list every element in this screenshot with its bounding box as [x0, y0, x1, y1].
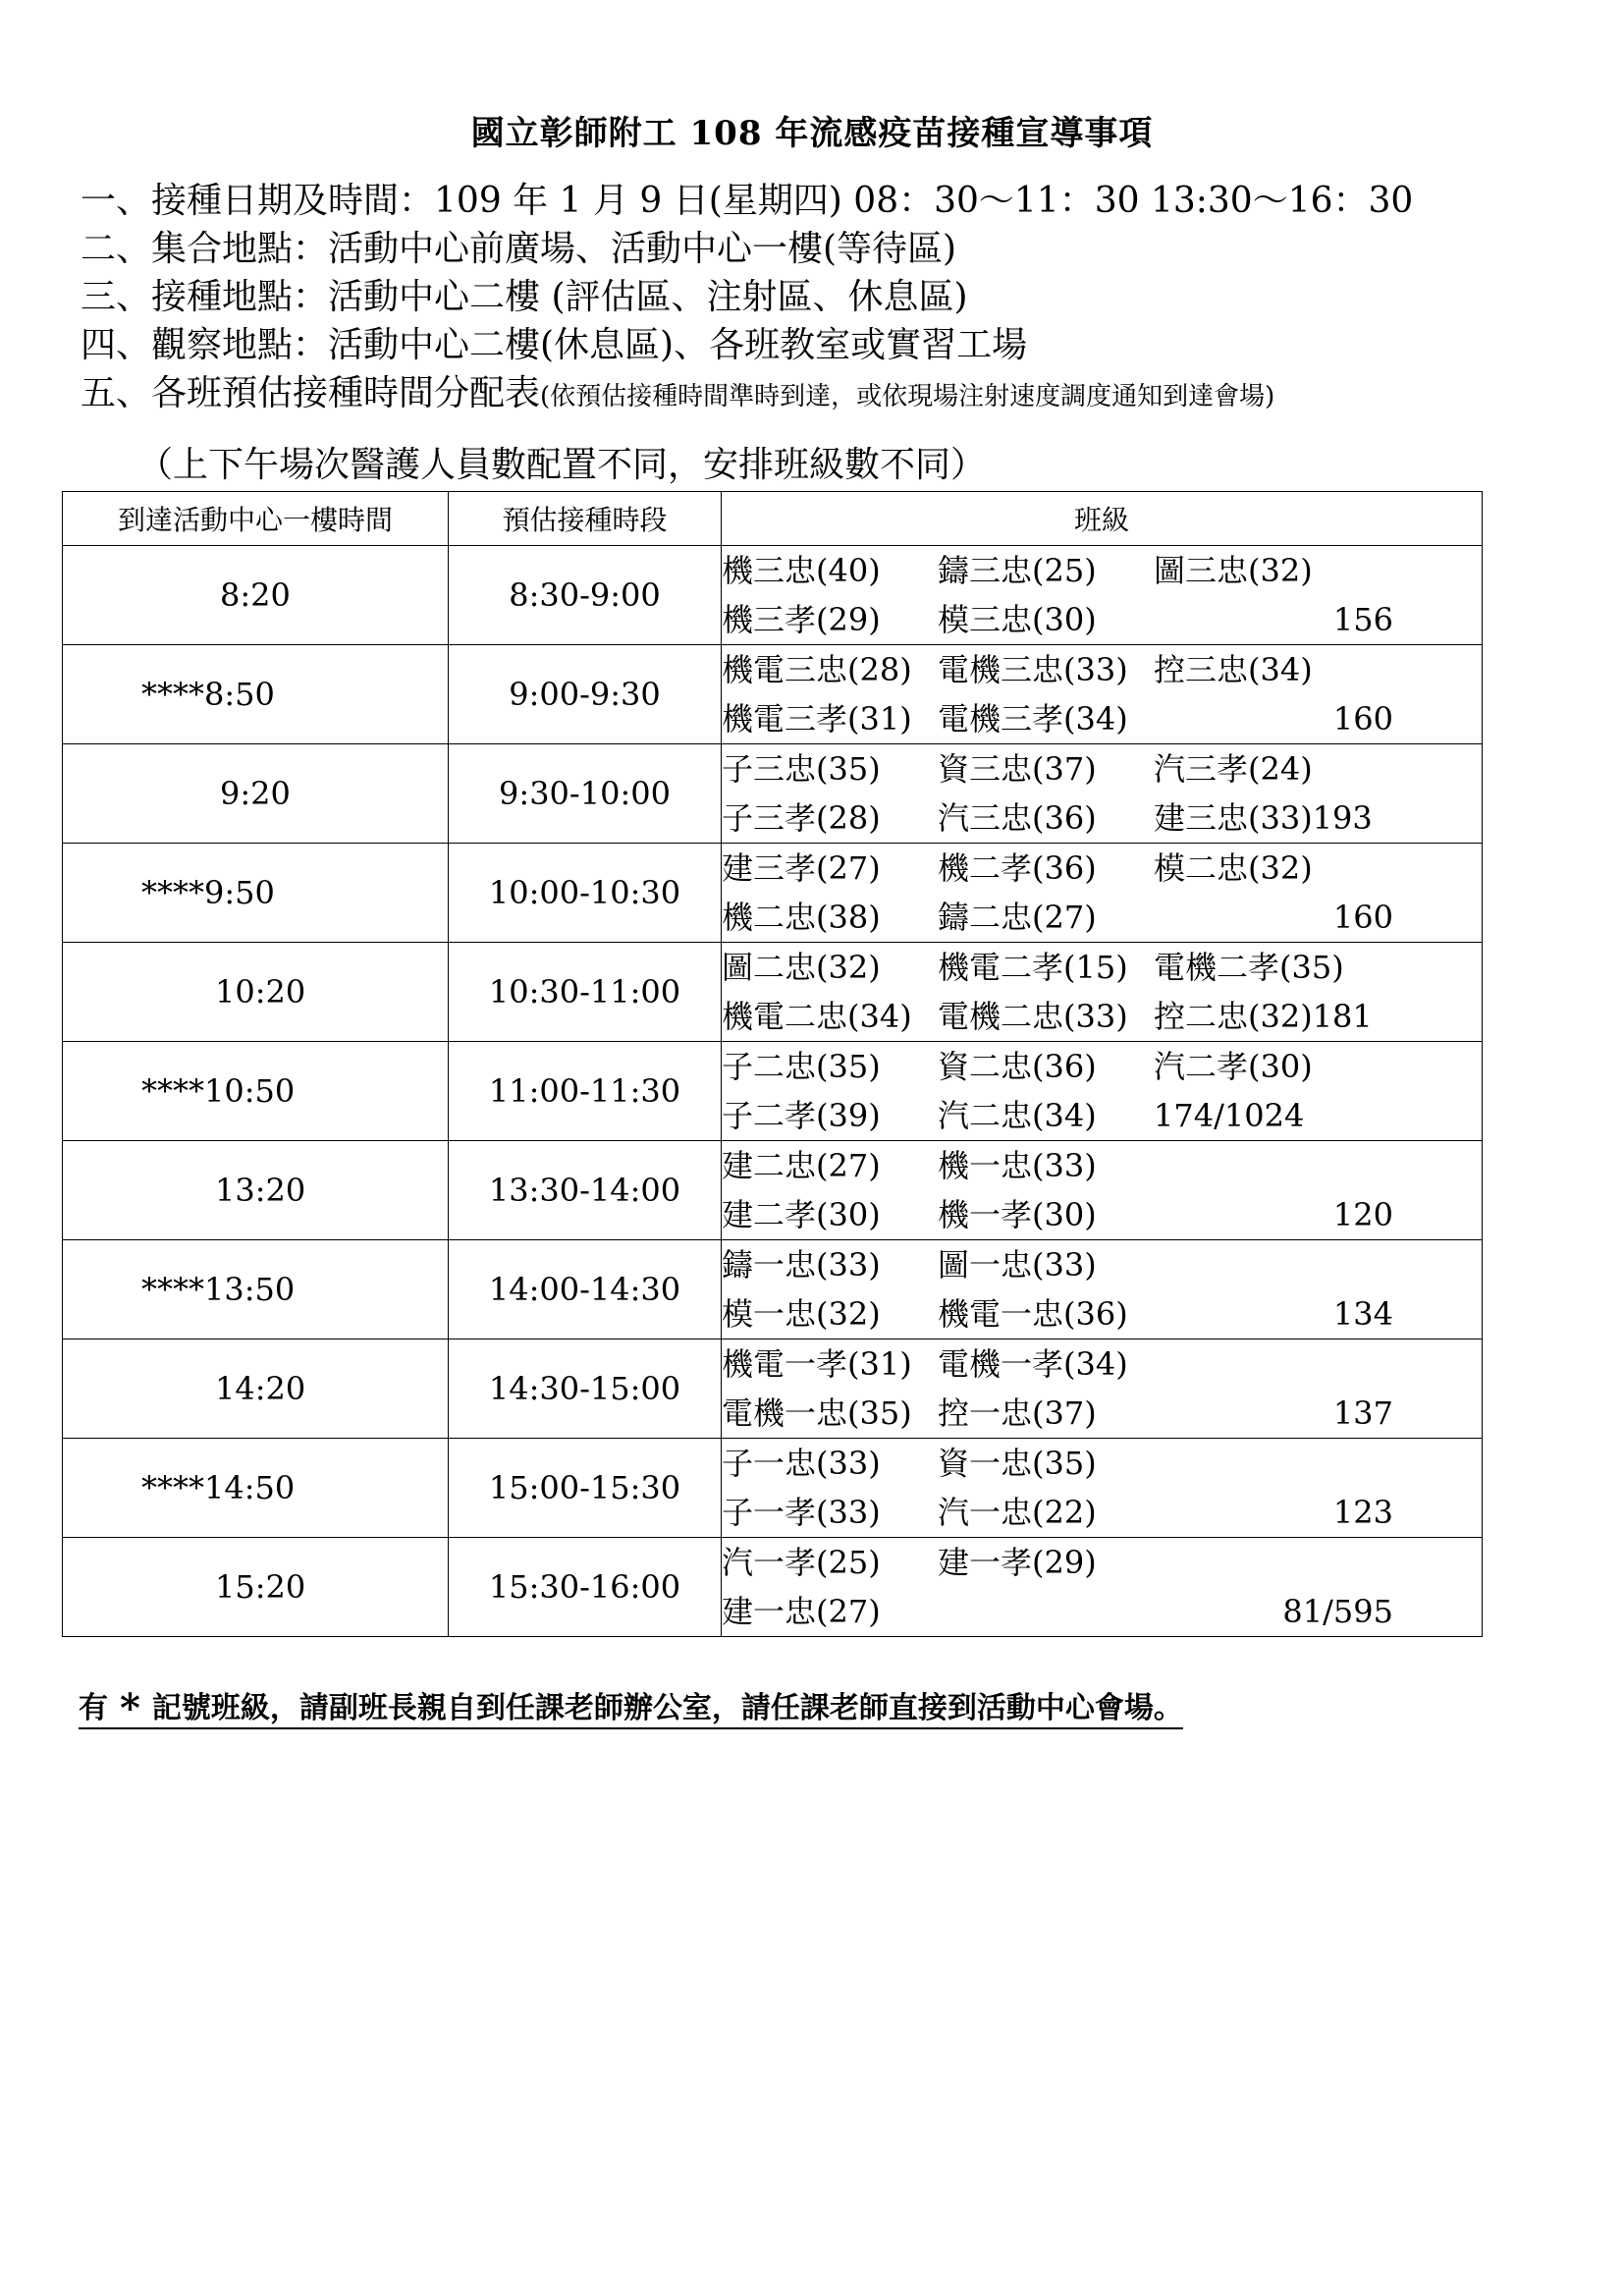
class-entry: 機三忠(40) [722, 552, 881, 589]
arrival-time-cell [63, 1439, 449, 1538]
arrival-time: ****8:50 [141, 676, 275, 713]
footer-note [79, 1681, 1183, 1731]
class-entry: 圖二忠(32) [722, 949, 881, 986]
header-vaccination-slot: 預估接種時段 [449, 492, 722, 546]
class-entry: 機電一孝(31) [722, 1345, 912, 1383]
class-list-line [722, 793, 1482, 843]
arrival-time: 15:20 [215, 1568, 306, 1606]
arrival-time-cell [63, 1339, 449, 1439]
arrival-time: ****14:50 [141, 1469, 296, 1506]
table-row [63, 1439, 1483, 1538]
arrival-time: 10:20 [215, 973, 306, 1011]
table-row [63, 1042, 1483, 1141]
class-entry: 鑄二忠(27) [938, 899, 1097, 936]
class-total: 156 [1332, 601, 1393, 638]
class-entry: 圖三忠(32) [1154, 552, 1313, 589]
class-list-line [722, 1091, 1482, 1140]
class-list-line [722, 1389, 1482, 1438]
class-entry: 電機三忠(33) [938, 651, 1128, 688]
class-entry: 圖一忠(33) [938, 1246, 1097, 1284]
class-list-line [722, 1339, 1482, 1389]
class-entry: 控二忠(32)181 [1154, 998, 1373, 1035]
notice-item-gather [81, 225, 1593, 273]
item-text: 109 年 1 月 9 日(星期四) 08：30～11：30 13:30～16：30 [434, 181, 1414, 221]
item-text: 活動中心二樓(休息區)、各班教室或實習工場 [328, 325, 1028, 365]
class-entry: 電機一孝(34) [938, 1345, 1128, 1383]
class-entry: 機一忠(33) [938, 1147, 1097, 1184]
class-list-line [722, 1289, 1482, 1339]
class-entry: 子三忠(35) [722, 750, 881, 788]
class-list-line [722, 694, 1482, 743]
vaccination-slot: 9:30-10:00 [449, 744, 722, 844]
arrival-time: ****13:50 [141, 1271, 296, 1308]
class-entry: 機二孝(36) [938, 849, 1097, 887]
class-list-line [722, 1240, 1482, 1289]
class-entry: 機電三忠(28) [722, 651, 912, 688]
class-entry: 機三孝(29) [722, 601, 881, 638]
schedule-body [63, 546, 1483, 1637]
class-entry: 電機二孝(35) [1154, 949, 1344, 986]
class-list-line [722, 844, 1482, 893]
class-list-cell [722, 943, 1483, 1042]
class-entry: 子一忠(33) [722, 1445, 881, 1482]
class-list-cell [722, 1240, 1483, 1339]
vaccination-slot: 15:00-15:30 [449, 1439, 722, 1538]
item-note: (依預估接種時間準時到達，或依現場注射速度調度通知到達會場) [540, 382, 1275, 411]
table-row [63, 1141, 1483, 1240]
class-entry: 機電二忠(34) [722, 998, 912, 1035]
class-total: 120 [1332, 1196, 1393, 1233]
class-list-line [722, 595, 1482, 644]
class-total: 81/595 [1282, 1593, 1393, 1630]
class-list-line [722, 893, 1482, 942]
class-list-line [722, 744, 1482, 793]
header-arrival-time: 到達活動中心一樓時間 [63, 492, 449, 546]
class-entry: 控一忠(37) [938, 1394, 1097, 1432]
class-entry: 電機二忠(33) [938, 998, 1128, 1035]
class-entry: 建二忠(27) [722, 1147, 881, 1184]
table-row [63, 844, 1483, 943]
arrival-time: 14:20 [215, 1370, 306, 1407]
class-list-cell [722, 1439, 1483, 1538]
class-entry: 汽二忠(34) [938, 1097, 1097, 1134]
notice-item-schedule [81, 369, 1593, 417]
class-entry: 汽三忠(36) [938, 799, 1097, 837]
arrival-time-cell [63, 744, 449, 844]
class-entry: 建三孝(27) [722, 849, 881, 887]
class-entry: 汽三孝(24) [1154, 750, 1313, 788]
table-row [63, 546, 1483, 645]
item-label: 五、各班預估接種時間分配表 [81, 373, 541, 413]
class-entry: 模一忠(32) [722, 1295, 881, 1333]
class-entry: 子二孝(39) [722, 1097, 881, 1134]
class-total: 160 [1332, 700, 1393, 738]
class-list-line [722, 645, 1482, 694]
arrival-time: ****10:50 [141, 1072, 296, 1110]
arrival-time-cell [63, 546, 449, 645]
header-classes: 班級 [722, 492, 1483, 546]
class-entry: 鑄一忠(33) [722, 1246, 881, 1284]
table-row [63, 943, 1483, 1042]
table-row [63, 1240, 1483, 1339]
notice-item-date [81, 177, 1593, 225]
class-entry: 子二忠(35) [722, 1048, 881, 1085]
class-entry: 資三忠(37) [938, 750, 1097, 788]
class-entry: 建二孝(30) [722, 1196, 881, 1233]
class-list-cell [722, 1538, 1483, 1637]
arrival-time: 9:20 [220, 775, 291, 812]
class-list-line [722, 1439, 1482, 1488]
arrival-time-cell [63, 1240, 449, 1339]
class-entry: 機電一忠(36) [938, 1295, 1128, 1333]
class-total: 134 [1332, 1295, 1393, 1333]
arrival-time-cell [63, 943, 449, 1042]
class-entry: 資一忠(35) [938, 1445, 1097, 1482]
class-entry: 電機三孝(34) [938, 700, 1128, 738]
class-list-line [722, 1587, 1482, 1636]
item-label: 二、集合地點： [81, 229, 329, 269]
class-list-line [722, 1488, 1482, 1537]
class-entry: 汽二孝(30) [1154, 1048, 1313, 1085]
document-title: 國立彰師附工 108 年流感疫苗接種宣導事項 [470, 114, 1154, 153]
schedule-subnote: （上下午場次醫護人員數配置不同，安排班級數不同） [137, 445, 987, 485]
table-row [63, 645, 1483, 744]
class-entry: 建一孝(29) [938, 1544, 1097, 1581]
class-entry: 子三孝(28) [722, 799, 881, 837]
notice-item-observe [81, 321, 1593, 369]
table-row [63, 744, 1483, 844]
item-label: 一、接種日期及時間： [81, 181, 435, 221]
arrival-time-cell [63, 1538, 449, 1637]
item-text: 活動中心前廣場、活動中心一樓(等待區) [328, 229, 957, 269]
schedule-table [62, 491, 1483, 1637]
class-entry: 模三忠(30) [938, 601, 1097, 638]
class-list-cell [722, 744, 1483, 844]
vaccination-slot: 9:00-9:30 [449, 645, 722, 744]
notice-items [81, 177, 1593, 417]
table-header-row [63, 492, 1483, 546]
vaccination-slot: 15:30-16:00 [449, 1538, 722, 1637]
item-label: 四、觀察地點： [81, 325, 329, 365]
footer-text: 記號班級，請副班長親自到任課老師辦公室，請任課老師直接到活動中心會場。 [151, 1691, 1183, 1725]
class-list-cell [722, 546, 1483, 645]
class-entry: 電機一忠(35) [722, 1394, 912, 1432]
class-list-line [722, 1141, 1482, 1190]
footer-prefix: 有 [79, 1691, 108, 1725]
class-entry: 控三忠(34) [1154, 651, 1313, 688]
class-list-cell [722, 1042, 1483, 1141]
footer-underlined [79, 1685, 1183, 1731]
item-label: 三、接種地點： [81, 277, 329, 317]
table-row [63, 1339, 1483, 1439]
class-list-line [722, 1042, 1482, 1091]
vaccination-slot: 10:00-10:30 [449, 844, 722, 943]
vaccination-slot: 11:00-11:30 [449, 1042, 722, 1141]
arrival-time-cell [63, 645, 449, 744]
arrival-time-cell [63, 1042, 449, 1141]
class-entry: 機電三孝(31) [722, 700, 912, 738]
class-list-cell [722, 1141, 1483, 1240]
class-entry: 機電二孝(15) [938, 949, 1128, 986]
arrival-time: 8:20 [220, 576, 291, 614]
class-total: 160 [1332, 899, 1393, 936]
class-entry: 建三忠(33)193 [1154, 799, 1373, 837]
table-row [63, 1538, 1483, 1637]
class-list-cell [722, 1339, 1483, 1439]
class-entry: 建一忠(27) [722, 1593, 881, 1630]
class-entry: 174/1024 [1154, 1097, 1305, 1134]
class-entry: 機二忠(38) [722, 899, 881, 936]
class-entry: 汽一孝(25) [722, 1544, 881, 1581]
class-entry: 機一孝(30) [938, 1196, 1097, 1233]
vaccination-slot: 14:30-15:00 [449, 1339, 722, 1439]
notice-item-vaccinate [81, 273, 1593, 321]
vaccination-slot: 8:30-9:00 [449, 546, 722, 645]
class-list-cell [722, 645, 1483, 744]
class-list-line [722, 546, 1482, 595]
class-list-line [722, 992, 1482, 1041]
class-entry: 鑄三忠(25) [938, 552, 1097, 589]
vaccination-slot: 13:30-14:00 [449, 1141, 722, 1240]
class-entry: 資二忠(36) [938, 1048, 1097, 1085]
class-total: 123 [1332, 1494, 1393, 1531]
arrival-time-cell [63, 1141, 449, 1240]
arrival-time-cell [63, 844, 449, 943]
class-entry: 模二忠(32) [1154, 849, 1313, 887]
class-list-line [722, 943, 1482, 992]
vaccination-slot: 14:00-14:30 [449, 1240, 722, 1339]
arrival-time: 13:20 [215, 1172, 306, 1209]
class-total: 137 [1332, 1394, 1393, 1432]
star-mark: * [120, 1685, 140, 1731]
class-entry: 汽一忠(22) [938, 1494, 1097, 1531]
class-list-cell [722, 844, 1483, 943]
arrival-time: ****9:50 [141, 874, 275, 911]
vaccination-slot: 10:30-11:00 [449, 943, 722, 1042]
class-list-line [722, 1538, 1482, 1587]
class-entry: 子一孝(33) [722, 1494, 881, 1531]
item-text: 活動中心二樓 (評估區、注射區、休息區) [328, 277, 968, 317]
class-list-line [722, 1190, 1482, 1239]
